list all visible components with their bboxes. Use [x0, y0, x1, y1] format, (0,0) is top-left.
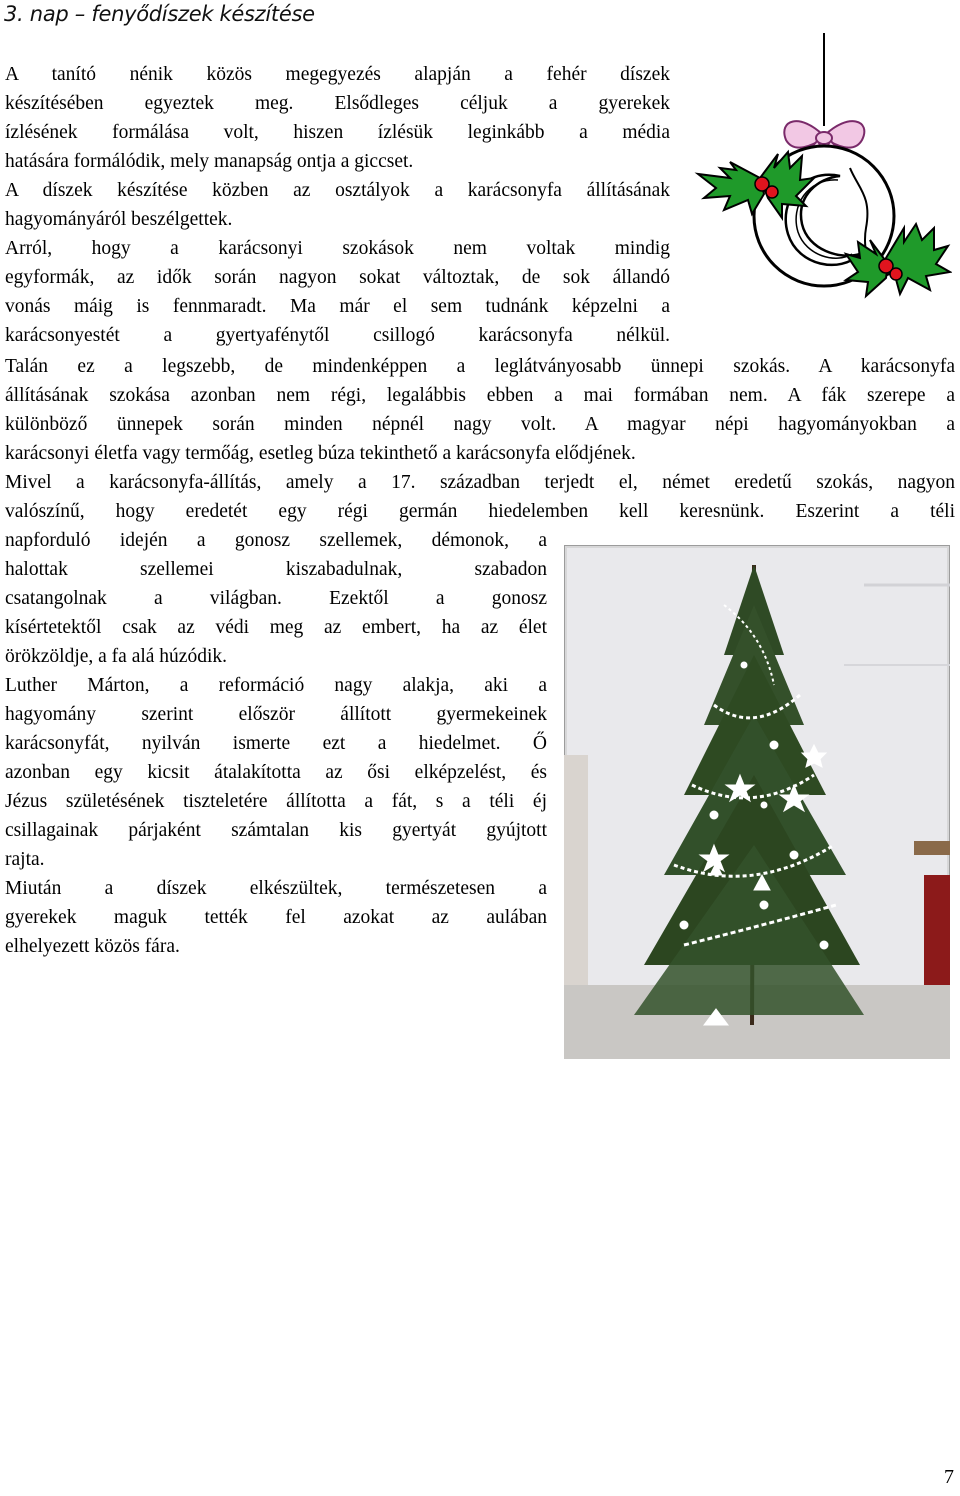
text-line: azonban egy kicsit átalakította az ősi elképzelést, és — [5, 762, 547, 783]
christmas-tree-photo — [564, 545, 950, 1059]
text-line: Arról, hogy a karácsonyi szokások nem voltak mindig — [5, 238, 670, 259]
text-line: karácsonyi életfa vagy termőág, esetleg búza tekinthető a karácsonyfa elődjének. — [5, 443, 636, 464]
text-line: A tanító nénik közös megegyezés alapján a fehér díszek — [5, 64, 670, 85]
text-line: csatangolnak a világban. Ezektől a gonosz — [5, 588, 547, 609]
text-line: gyerekek maguk tették fel azokat az aulában — [5, 907, 547, 928]
text-line: Luther Márton, a reformáció nagy alakja, aki a — [5, 675, 547, 696]
wrapped-paragraphs — [5, 526, 547, 961]
text-line: Jézus születésének tiszteletére állította a fát, s a téli éj — [5, 791, 547, 812]
text-line: Talán ez a legszebb, de mindenképpen a leglátványosabb ünnepi szokás. A karácsonyfa — [5, 356, 955, 377]
text-line: egyformák, az idők során nagyon sokat változtak, de sok állandó — [5, 267, 670, 288]
text-line: karácsonyestét a gyertyafénytől csillogó karácsonyfa nélkül. — [5, 325, 670, 346]
text-line: hagyományáról beszélgettek. — [5, 209, 233, 230]
text-line: A díszek készítése közben az osztályok a karácsonyfa állításának — [5, 180, 670, 201]
text-line: csillagainak párjaként számtalan kis gyertyát gyújtott — [5, 820, 547, 841]
text-line: különböző ünnepek során minden népnél nagy volt. A magyar népi hagyományokban a — [5, 414, 955, 435]
text-line: állításának szokása azonban nem régi, legalábbis ebben a mai formában nem. A fák szerepe a — [5, 385, 955, 406]
middle-paragraphs — [5, 352, 955, 526]
text-line: rajta. — [5, 849, 45, 870]
text-line: vonás máig is fennmaradt. Ma már el sem tudnánk képzelni a — [5, 296, 670, 317]
text-line: karácsonyfát, nyilván ismerte ezt a hiedelmet. Ő — [5, 733, 547, 754]
text-line: örökzöldje, a fa alá húzódik. — [5, 646, 227, 667]
text-line: készítésében egyeztek meg. Elsődleges céljuk a gyerekek — [5, 93, 670, 114]
text-line: ízlésének formálása volt, hiszen ízlésük leginkább a média — [5, 122, 670, 143]
text-line: hatására formálódik, mely manapság ontja a giccset. — [5, 151, 414, 172]
text-line: napforduló idején a gonosz szellemek, démonok, a — [5, 530, 547, 551]
text-line: Miután a díszek elkészültek, természetesen a — [5, 878, 547, 899]
text-line: elhelyezett közös fára. — [5, 936, 180, 957]
text-line: valószínű, hogy eredetét egy régi germán hiedelemben kell keresnünk. Eszerint a téli — [5, 501, 955, 522]
intro-paragraphs — [5, 60, 670, 350]
text-line: hagyomány szerint először állított gyermekeinek — [5, 704, 547, 725]
page-heading: 3. nap – fenyődíszek készítése — [4, 2, 315, 26]
christmas-ornament-illustration — [690, 28, 952, 303]
text-line: Mivel a karácsonyfa-állítás, amely a 17. században terjedt el, német eredetű szokás, nagyon — [5, 472, 955, 493]
text-line: halottak szellemei kiszabadulnak, szabadon — [5, 559, 547, 580]
text-line: kísértetektől csak az védi meg az embert, ha az élet — [5, 617, 547, 638]
page-number: 7 — [944, 1466, 954, 1488]
